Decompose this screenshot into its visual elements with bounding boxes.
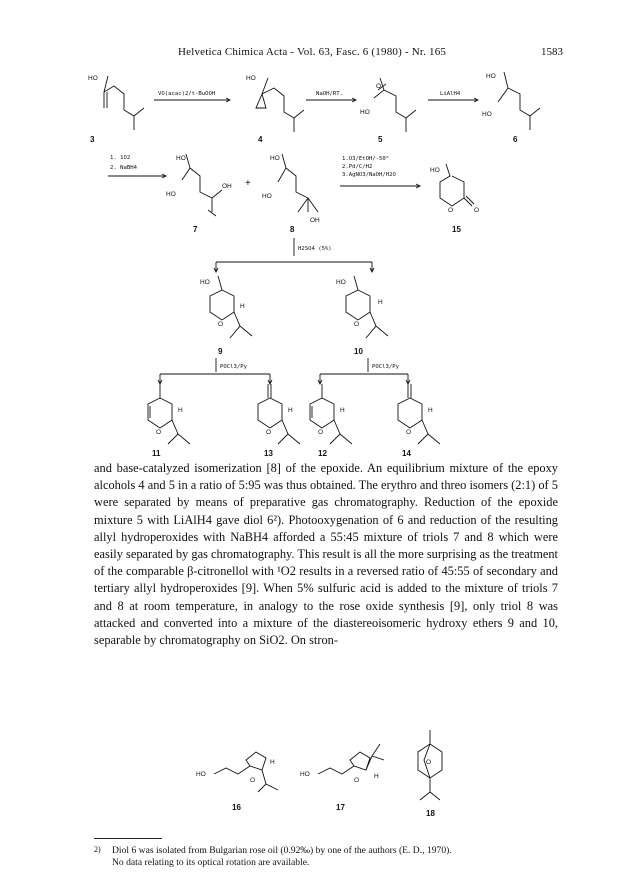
compound-label-3: 3: [90, 135, 95, 144]
compound-label-9: 9: [218, 347, 223, 356]
footnote-divider: [94, 838, 162, 839]
reagent-label-6: H2SO4 (5%): [298, 246, 332, 252]
svg-text:O: O: [250, 777, 256, 784]
svg-text:O: O: [474, 207, 480, 214]
svg-text:OH: OH: [310, 217, 320, 224]
compound-label-14: 14: [402, 449, 411, 458]
svg-text:HO: HO: [200, 279, 210, 286]
svg-text:HO: HO: [486, 73, 496, 80]
svg-text:O: O: [354, 777, 360, 784]
svg-text:HO: HO: [176, 155, 186, 162]
reagent-label-4a: 1. 1O2: [110, 155, 131, 161]
footnote-marker: 2): [94, 845, 101, 854]
footnote-line-2: No data relating to its optical rotation are available.: [112, 857, 310, 868]
svg-text:H: H: [240, 303, 245, 310]
svg-text:H: H: [428, 407, 433, 414]
svg-text:HO: HO: [360, 109, 370, 116]
compound-label-6: 6: [513, 135, 518, 144]
svg-text:H: H: [378, 299, 383, 306]
svg-text:O: O: [266, 429, 272, 436]
svg-text:O: O: [318, 429, 324, 436]
svg-text:HO: HO: [262, 193, 272, 200]
reagent-label-5a: 1.O3/EtOH/-50°: [342, 156, 390, 162]
svg-text:O: O: [354, 321, 360, 328]
svg-text:H: H: [374, 773, 379, 780]
compound-label-11: 11: [152, 449, 161, 458]
svg-text:HO: HO: [336, 279, 346, 286]
compound-label-15: 15: [452, 225, 461, 234]
svg-text:HO: HO: [246, 75, 256, 82]
reagent-label-5c: 3.AgNO3/NaOH/H2O: [342, 172, 396, 178]
compound-label-4: 4: [258, 135, 263, 144]
page-number: 1583: [541, 46, 563, 58]
compound-label-8: 8: [290, 225, 295, 234]
svg-text:H: H: [178, 407, 183, 414]
reagent-label-2: NaOH/RT.: [316, 91, 343, 97]
svg-text:OH: OH: [222, 183, 232, 190]
reagent-label-8: POCl3/Py: [372, 364, 399, 370]
footnote-line-1: Diol 6 was isolated from Bulgarian rose oil (0.92‰) by one of the authors (E. D., 1970).: [112, 845, 452, 856]
svg-text:HO: HO: [482, 111, 492, 118]
reagent-label-4b: 2. NaBH4: [110, 165, 137, 171]
svg-text:O: O: [448, 207, 454, 214]
reagent-label-3: LiAlH4: [440, 91, 461, 97]
compound-label-16: 16: [232, 803, 241, 812]
plus-sign: +: [245, 178, 251, 189]
svg-text:H: H: [288, 407, 293, 414]
footnote: [94, 845, 558, 869]
journal-header: Helvetica Chimica Acta - Vol. 63, Fasc. 6 (1980) - Nr. 165: [178, 46, 447, 58]
reagent-label-1: VO(acac)2/t-BuOOH: [158, 91, 216, 97]
body-paragraph: and base-catalyzed isomerization [8] of the epoxide. An equilibrium mixture of the epoxy alcohols 4 and 5 in a ratio of 5:95 was thus obtained. The erythro and threo isomers (2:1) of 5 were separated by means of preparative gas chromatography. Reduction of the epoxide mixture 5 with LiAlH4 gave diol 6²). Photooxygenation of 6 and reduction of the resulting allyl hydroperoxides with NaBH4 afforded a 55:45 mixture of triols 7 and 8 which were easily separated by gas chromatography. This result is all the more surprising as the treatment of the comparable β-citronellol with ¹O2 results in a reversed ratio of 45:55 of secondary and tertiary allyl hydroperoxides [9]. When 5% sulfuric acid is added to the mixture of triols 7 and 8 at room temperature, in analogy to the rose oxide synthesis [9], only triol 8 was attacked and converted into a mixture of the diastereoisomeric hydroxy ethers 9 and 10, separable by chromatography on SiO2. On stron-: [94, 461, 558, 648]
svg-text:HO: HO: [166, 191, 176, 198]
atom-ho: HO: [88, 75, 98, 82]
svg-text:H: H: [340, 407, 345, 414]
reagent-label-5b: 2.Pd/C/H2: [342, 164, 373, 170]
svg-text:O: O: [406, 429, 412, 436]
compound-label-7: 7: [193, 225, 198, 234]
svg-text:HO: HO: [196, 771, 206, 778]
svg-text:H: H: [270, 759, 275, 766]
svg-text:HO: HO: [270, 155, 280, 162]
compound-label-10: 10: [354, 347, 363, 356]
compound-label-13: 13: [264, 449, 273, 458]
structure-17: [300, 744, 384, 784]
structure-18: [418, 730, 442, 800]
svg-text:HO: HO: [300, 771, 310, 778]
svg-text:HO: HO: [430, 167, 440, 174]
compound-label-12: 12: [318, 449, 327, 458]
reagent-label-7: POCl3/Py: [220, 364, 247, 370]
svg-text:O: O: [156, 429, 162, 436]
svg-text:O: O: [376, 83, 382, 90]
compound-label-17: 17: [336, 803, 345, 812]
structure-16: [196, 752, 278, 792]
compound-label-18: 18: [426, 809, 435, 818]
compound-label-5: 5: [378, 135, 383, 144]
svg-text:O: O: [426, 759, 432, 766]
svg-text:O: O: [218, 321, 224, 328]
